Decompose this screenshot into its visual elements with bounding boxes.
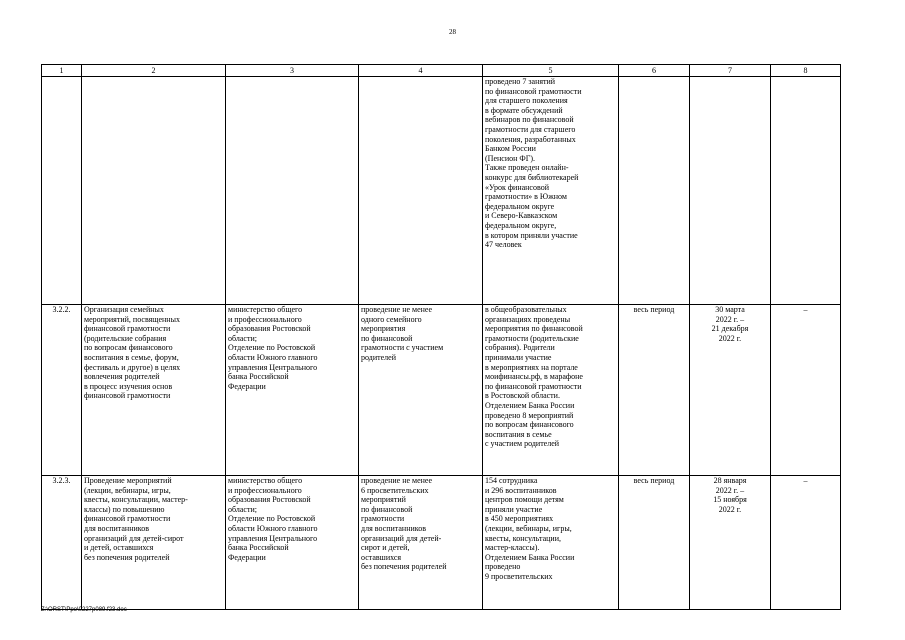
result-cell: 154 сотрудника и 296 воспитанников центров помощи детям приняли участие в 450 мероприятиях (лекции, вебинары, игры, квесты, консультации, мастер-классы). Отделением Банка России проведено 9 просветительских (483, 476, 619, 610)
note-cell: – (771, 305, 841, 476)
executor-cell (226, 77, 359, 305)
header-cell-7: 7 (690, 65, 771, 77)
event-cell: Организация семейных мероприятий, посвященных финансовой грамотности (родительские собрания по вопросам финансового воспитания в семье, форум, фестиваль и другое) в целях вовлечения родителей в процесс изучения основ финансовой грамотности (82, 305, 226, 476)
dates-cell: 28 января 2022 г. – 15 ноября 2022 г. (690, 476, 771, 610)
header-cell-3: 3 (226, 65, 359, 77)
table-row (42, 77, 841, 305)
dates-cell (690, 77, 771, 305)
note-cell: – (771, 476, 841, 610)
header-cell-2: 2 (82, 65, 226, 77)
indicator-cell (359, 77, 483, 305)
period-cell (619, 77, 690, 305)
indicator-cell: проведение не менее 6 просветительских мероприятий по финансовой грамотности для воспитанников организаций для детей- сирот и детей, оставшихся без попечения родителей (359, 476, 483, 610)
event-cell: Проведение мероприятий (лекции, вебинары, игры, квесты, консультации, мастер- классы) по повышению финансовой грамотности для воспитанников организаций для детей-сирот и детей, оставшихся без попечения родителей (82, 476, 226, 610)
table-row (42, 305, 841, 476)
period-cell: весь период (619, 305, 690, 476)
plan-table (41, 64, 841, 610)
note-cell (771, 77, 841, 305)
row-number (42, 77, 82, 305)
header-cell-1: 1 (42, 65, 82, 77)
result-cell: в общеобразовательных организациях проведены мероприятия по финансовой грамотности (родительские собрания). Родители принимали участие в мероприятиях на портале моифинансы.рф, в марафоне по финансовой грамотности в Ростовской области. Отделением Банка России проведено 8 мероприятий по вопросам финансового воспитания в семье с участием родителей (483, 305, 619, 476)
header-cell-5: 5 (483, 65, 619, 77)
header-cell-8: 8 (771, 65, 841, 77)
page-number: 28 (449, 28, 456, 36)
header-row (42, 65, 841, 77)
table-row (42, 476, 841, 610)
executor-cell: министерство общего и профессионального образования Ростовской области; Отделение по Ростовской области Южного главного управления Центрального банка Российской Федерации (226, 476, 359, 610)
footer-file-path: Z:\ORST\Ppo\0227p089.f23.doc (41, 607, 127, 613)
indicator-cell: проведение не менее одного семейного мероприятия по финансовой грамотности с участием родителей (359, 305, 483, 476)
event-cell (82, 77, 226, 305)
row-number: 3.2.3. (42, 476, 82, 610)
period-cell: весь период (619, 476, 690, 610)
row-number: 3.2.2. (42, 305, 82, 476)
header-cell-4: 4 (359, 65, 483, 77)
header-cell-6: 6 (619, 65, 690, 77)
executor-cell: министерство общего и профессионального образования Ростовской области; Отделение по Ростовской области Южного главного управления Центрального банка Российской Федерации (226, 305, 359, 476)
dates-cell: 30 марта 2022 г. – 21 декабря 2022 г. (690, 305, 771, 476)
result-cell: проведено 7 занятий по финансовой грамотности для старшего поколения в формате обсуждений вебинаров по финансовой грамотности для старшего поколения, разработанных Банком России (Пенсион ФГ). Также проведен онлайн- конкурс для библиотекарей «Урок финансовой грамотности» в Южном федеральном округе и Северо-Кавказском федеральном округе, в котором приняли участие 47 человек (483, 77, 619, 305)
